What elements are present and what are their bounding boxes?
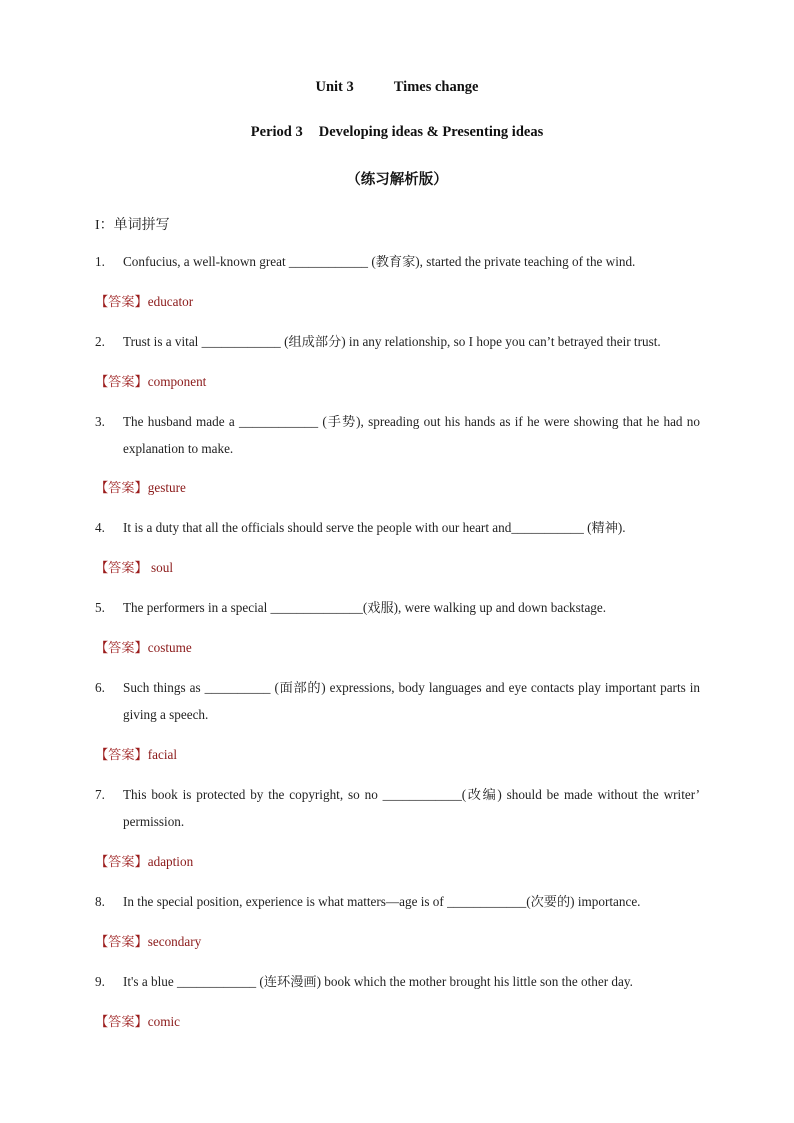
answer-value: adaption — [147, 854, 194, 869]
question-number: 9. — [95, 974, 105, 989]
unit-title: Times change — [393, 79, 479, 95]
question-item — [95, 888, 700, 915]
period-title-line — [0, 124, 794, 141]
answer-line — [95, 932, 201, 952]
question-text: The husband made a ____________ (手势), spreading out his hands as if he were showing that he had no explanation to make. — [123, 414, 700, 456]
question-item — [95, 514, 700, 541]
question-text: This book is protected by the copyright, so no ____________(改编) should be made without the writer’ permission. — [123, 787, 700, 829]
question-item — [95, 328, 700, 355]
answer-tag: 【答案】 — [95, 934, 148, 949]
question-text: It's a blue ____________ (连环漫画) book which the mother brought his little son the other day. — [123, 974, 633, 989]
question-text: It is a duty that all the officials should serve the people with our heart and___________ (精神). — [123, 520, 626, 535]
answer-value: costume — [147, 640, 192, 655]
answer-tag: 【答案】 — [95, 294, 148, 309]
question-number: 4. — [95, 520, 105, 535]
question-number: 7. — [95, 787, 105, 802]
answer-line — [95, 372, 206, 392]
answer-tag: 【答案】 — [95, 374, 148, 389]
answer-line — [95, 638, 192, 658]
question-number: 6. — [95, 680, 105, 695]
answer-value: comic — [147, 1014, 180, 1029]
answer-tag: 【答案】 — [95, 640, 148, 655]
answer-line — [95, 292, 193, 312]
question-item — [95, 674, 700, 728]
answer-line — [95, 745, 177, 765]
question-item — [95, 248, 700, 275]
answer-tag: 【答案】 — [95, 854, 148, 869]
answer-value: secondary — [147, 934, 202, 949]
question-number: 8. — [95, 894, 105, 909]
question-text: Trust is a vital ____________ (组成部分) in any relationship, so I hope you can’t betrayed their trust. — [123, 334, 661, 349]
edition-label: （练习解析版） — [346, 172, 448, 188]
question-number: 1. — [95, 254, 105, 269]
question-item — [95, 594, 700, 621]
question-text: Confucius, a well-known great ____________ (教育家), started the private teaching of the wind. — [123, 254, 636, 269]
period-label: Period 3 — [250, 124, 303, 140]
question-number: 2. — [95, 334, 105, 349]
answer-line — [95, 1012, 180, 1032]
period-title: Developing ideas & Presenting ideas — [318, 124, 544, 140]
answer-tag: 【答案】 — [95, 560, 148, 575]
question-item — [95, 408, 700, 462]
answer-value: soul — [147, 560, 174, 575]
answer-tag: 【答案】 — [95, 1014, 148, 1029]
answer-value: facial — [147, 747, 178, 762]
answer-tag: 【答案】 — [95, 747, 148, 762]
unit-title-line — [0, 79, 794, 96]
question-text: Such things as __________ (面部的) expressions, body languages and eye contacts play important parts in giving a speech. — [123, 680, 700, 722]
question-item — [95, 781, 700, 835]
answer-line — [95, 558, 173, 578]
question-number: 3. — [95, 414, 105, 429]
section-heading: I：单词拼写 — [95, 218, 170, 233]
question-text: The performers in a special ______________(戏服), were walking up and down backstage. — [123, 600, 607, 615]
answer-line — [95, 852, 193, 872]
answer-line — [95, 478, 186, 498]
answer-value: educator — [147, 294, 194, 309]
question-text: In the special position, experience is what matters—age is of ____________(次要的) importance. — [123, 894, 641, 909]
answer-value: component — [147, 374, 207, 389]
answer-tag: 【答案】 — [95, 480, 148, 495]
answer-value: gesture — [147, 480, 186, 495]
question-item — [95, 968, 700, 995]
unit-label: Unit 3 — [315, 79, 354, 95]
question-number: 5. — [95, 600, 105, 615]
